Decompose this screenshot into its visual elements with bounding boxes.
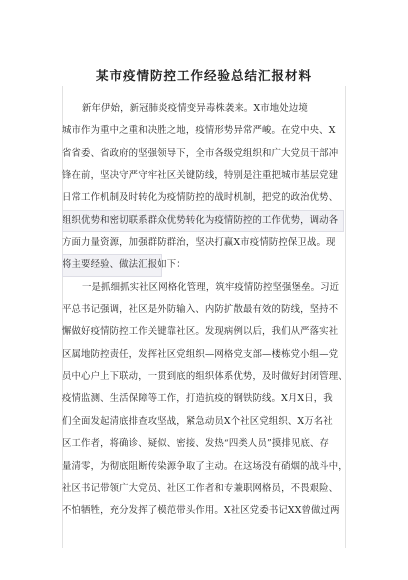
text-line: 新年伊始，新冠肺炎疫情变异毒株袭来。X市地处边境 <box>82 103 308 114</box>
text-line: 懈做好疫情防控工作关键靠社区。发现病例以后，我们从严落实社 <box>62 326 339 338</box>
text-line: 平总书记强调，社区是外防输入、内防扩散最有效的防线，坚持不 <box>62 304 339 316</box>
text-line: 疫情监测、生活保障等工作，打造抗疫的钢铁防线。X月X日，我 <box>62 393 333 405</box>
text-line: 城市作为重中之重和决胜之地，疫情形势异常严峻。在党中央、X <box>62 125 336 137</box>
text-line: 将主要经验、做法汇报如下： <box>62 254 162 276</box>
text-line: 方面力量资源，加强群防群治，坚决打赢X市疫情防控保卫战。现 <box>62 237 336 249</box>
text-line: 组织优势和密切联系群众优势转化为疫情防控的工作优势，调动各 <box>62 210 344 232</box>
text-line: 们全面发起清底排查攻坚战，紧急动员X个社区党组织、X万名社 <box>62 415 333 427</box>
text-line: 省省委、省政府的坚强领导下，全市各级党组织和广大党员干部冲 <box>62 147 339 159</box>
text-line: 一是抓细抓实社区网格化管理，筑牢疫情防控坚强堡垒。习近 <box>82 281 340 293</box>
text-line: 日常工作机制及时转化为疫情防控的战时机制，把党的政治优势、 <box>62 192 339 204</box>
document-title: 某市疫情防控工作经验总结汇报材料 <box>95 68 312 83</box>
text-line: 社区书记带领广大党员、社区工作者和专兼职网格员，不畏艰险、 <box>62 482 339 494</box>
text-line: 不怕牺牲，充分发挥了模范带头作用。X社区党委书记XX曾做过两 <box>62 505 340 517</box>
document-body <box>62 98 348 523</box>
text-line: 量清零，为彻底阻断传染源争取了主动。在这场没有硝烟的战斗中， <box>62 460 348 472</box>
text-line: 员中心户上下联动，一贯到底的组织体系优势，及时做好封闭管理、 <box>62 371 348 383</box>
text-line: 区工作者，将确诊、疑似、密接、发热“四类人员”摸排见底、存 <box>62 438 330 450</box>
text-line: 区属地防控责任，发挥社区党组织—网格党支部—楼栋党小组—党 <box>62 348 339 360</box>
text-line: 锋在前，坚决守严守牢社区关键防线，特别是注重把城市基层党建 <box>62 170 339 182</box>
